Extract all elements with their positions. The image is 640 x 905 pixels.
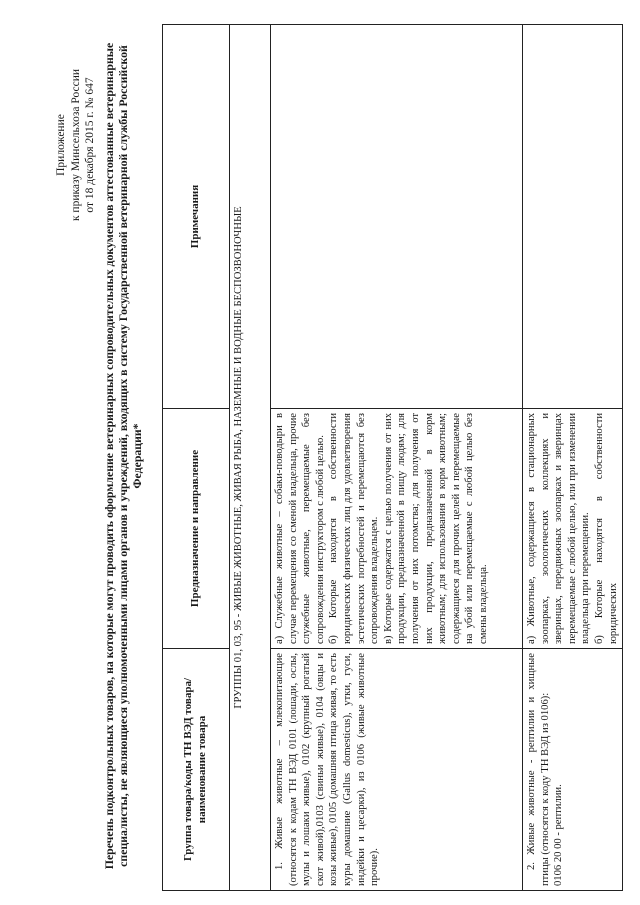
cell-group <box>523 649 623 891</box>
group-title-row <box>230 25 271 891</box>
table-row <box>271 25 523 891</box>
appendix-order-ref: к приказу Минсельхоза России <box>69 68 82 222</box>
cell-notes <box>271 25 523 409</box>
appendix-order-date: от 18 декабря 2015 г. № 647 <box>84 77 96 213</box>
purpose-c: в) Которые содержатся с целью получения от них продукции, предназначенной в пищу людям; для получения от них потомства; для получения от них продукции, предназначенной в корм животным; для использования в корм животным; содержащиеся для прочих целей и перемещаемые на убой или перемещаемые с любой целью без смены владельца. <box>382 413 489 644</box>
cell-purpose <box>271 409 523 649</box>
appendix-block <box>54 25 98 265</box>
group-subtext: 0106 20 00 - рептилии. <box>553 784 565 886</box>
group-text: 2. Живые животные - рептилии и хищные птицы (относятся к коду ТН ВЭД из 0106): <box>526 653 551 886</box>
header-group: Группа товара/коды ТН ВЭД товара/наименование товара <box>163 649 230 891</box>
document-title: Перечень подконтрольных товаров, на которые могут проводить оформление ветеринарных сопроводительных документов аттестованные ветеринарные специалисты, не являющиеся уполномоченными лицами органов и учреждений, входящих в систему Государственной ветеринарной службы Российской Федерации* <box>102 42 144 870</box>
purpose-a: а) Служебные животные – собаки-поводыри в случае перемещения со сменой владельца, прочие служебные животные, перемещаемые без сопровождения инструктором с любой целью. <box>274 413 326 644</box>
header-notes: Примечания <box>163 25 230 409</box>
goods-table <box>162 24 623 891</box>
cell-purpose <box>523 409 623 649</box>
group-title: ГРУППЫ 01, 03, 95 - ЖИВЫЕ ЖИВОТНЫЕ, ЖИВАЯ РЫБА, НАЗЕМНЫЕ И ВОДНЫЕ БЕСПОЗВОНОЧНЫЕ <box>230 25 271 891</box>
purpose-b: б) Которые находятся в собственности юридических <box>593 413 619 644</box>
purpose-b: б) Которые находятся в собственности юридических физических лиц для удовлетворения эстетических потребностей и перемещаются без сопровождения владельцем. <box>328 413 381 644</box>
table-header-row <box>163 25 230 891</box>
appendix-label: Приложение <box>55 114 67 176</box>
cell-group: 1. Живые животные – млекопитающие (относятся к кодам ТН ВЭД 0101 (лошади, ослы, мулы и лошаки живые), 0102 (крупный рогатый скот живой),0103 (свиньи живые), 0104 (овцы и козы живые), 0105 (домашняя птица живая, то есть куры домашние (Gallus domesticus), утки, гуси, индейки и цесарки), из 0106 (живые животные прочие). <box>271 649 523 891</box>
cell-notes <box>523 25 623 409</box>
table-row <box>523 25 623 891</box>
purpose-a: а) Животные, содержащиеся в стационарных зоопарках, зоологических коллекциях и зверинцах, передвижных зоопарках и зверинцах перемещаемые с любой целью, или при изменении владельца при перемещении. <box>526 413 592 644</box>
header-purpose: Предназначение и направление <box>163 409 230 649</box>
